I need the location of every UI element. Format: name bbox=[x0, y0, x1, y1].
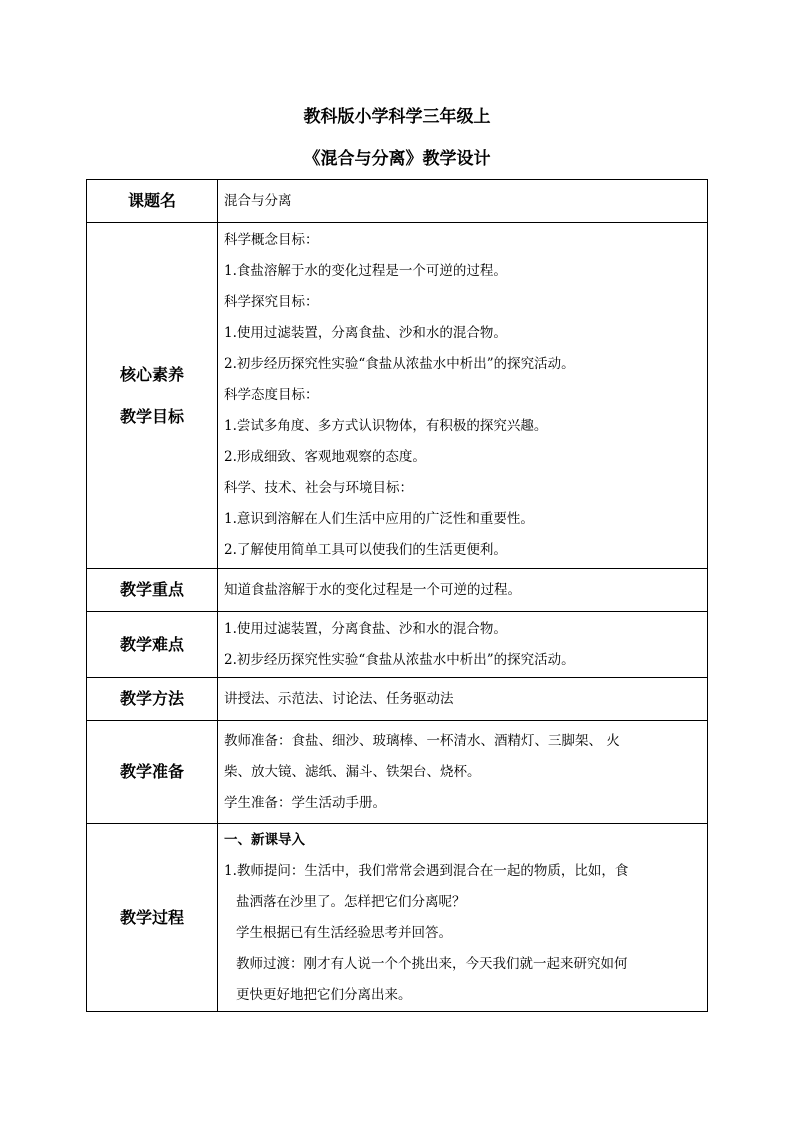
goal-line: 1.意识到溶解在人们生活中应用的广泛性和重要性。 bbox=[224, 511, 534, 527]
value-key-point bbox=[218, 569, 708, 612]
process-section-heading: 一、新课导入 bbox=[224, 831, 305, 848]
label-goals-line2: 教学目标 bbox=[119, 406, 184, 426]
row-prep bbox=[87, 721, 708, 824]
row-process bbox=[87, 824, 708, 1012]
row-goals bbox=[87, 223, 708, 569]
goal-line: 1.食盐溶解于水的变化过程是一个可逆的过程。 bbox=[224, 263, 507, 279]
process-line: 教师过渡：刚才有人说一个个挑出来，今天我们就一起来研究如何 bbox=[236, 955, 628, 972]
goal-line: 2.了解使用简单工具可以使我们的生活更便利。 bbox=[224, 542, 507, 558]
value-method bbox=[218, 678, 708, 721]
label-key-point: 教学重点 bbox=[87, 569, 218, 612]
key-point-text: 知道食盐溶解于水的变化过程是一个可逆的过程。 bbox=[224, 581, 521, 598]
goal-line: 科学态度目标： bbox=[224, 387, 319, 403]
document-subtitle: 《混合与分离》教学设计 bbox=[303, 149, 491, 169]
process-line: 盐洒落在沙里了。怎样把它们分离呢？ bbox=[236, 893, 466, 910]
goal-line: 科学探究目标： bbox=[224, 294, 319, 310]
difficulty-line: 2.初步经历探究性实验“食盐从浓盐水中析出”的探究活动。 bbox=[224, 651, 575, 668]
process-line: 1.教师提问：生活中，我们常常会遇到混合在一起的物质，比如，食 bbox=[224, 862, 629, 879]
method-text: 讲授法、示范法、讨论法、任务驱动法 bbox=[224, 690, 454, 707]
goal-line: 2.初步经历探究性实验“食盐从浓盐水中析出”的探究活动。 bbox=[224, 356, 575, 372]
label-prep: 教学准备 bbox=[87, 721, 218, 824]
document-title: 教科版小学科学三年级上 bbox=[303, 107, 491, 127]
value-difficulty bbox=[218, 612, 708, 678]
goal-line: 科学概念目标： bbox=[224, 232, 319, 248]
label-process: 教学过程 bbox=[87, 824, 218, 1012]
row-key-point bbox=[87, 569, 708, 612]
process-line: 更快更好地把它们分离出来。 bbox=[236, 986, 412, 1003]
lesson-plan-table bbox=[86, 179, 708, 1012]
value-prep bbox=[218, 721, 708, 824]
label-goals-line1: 核心素养 bbox=[119, 364, 184, 384]
label-method: 教学方法 bbox=[87, 678, 218, 721]
prep-line: 学生准备：学生活动手册。 bbox=[224, 794, 386, 811]
row-difficulty bbox=[87, 612, 708, 678]
value-goals bbox=[218, 223, 708, 569]
goal-line: 1.尝试多角度、多方式认识物体，有积极的探究兴趣。 bbox=[224, 418, 548, 434]
prep-line: 柴、放大镜、滤纸、漏斗、铁架台、烧杯。 bbox=[224, 763, 481, 780]
label-goals bbox=[87, 223, 218, 569]
label-topic: 课题名 bbox=[87, 180, 218, 223]
goal-line: 科学、技术、社会与环境目标： bbox=[224, 480, 413, 496]
label-difficulty: 教学难点 bbox=[87, 612, 218, 678]
prep-line: 教师准备：食盐、细沙、玻璃棒、一杯清水、酒精灯、三脚架、 火 bbox=[224, 732, 620, 749]
process-line: 学生根据已有生活经验思考并回答。 bbox=[236, 924, 452, 941]
value-process bbox=[218, 824, 708, 1012]
row-topic bbox=[87, 180, 708, 223]
goal-line: 1.使用过滤装置，分离食盐、沙和水的混合物。 bbox=[224, 325, 507, 341]
row-method bbox=[87, 678, 708, 721]
goal-line: 2.形成细致、客观地观察的态度。 bbox=[224, 449, 426, 465]
topic-text: 混合与分离 bbox=[224, 192, 292, 209]
difficulty-line: 1.使用过滤装置，分离食盐、沙和水的混合物。 bbox=[224, 620, 507, 637]
value-topic bbox=[218, 180, 708, 223]
